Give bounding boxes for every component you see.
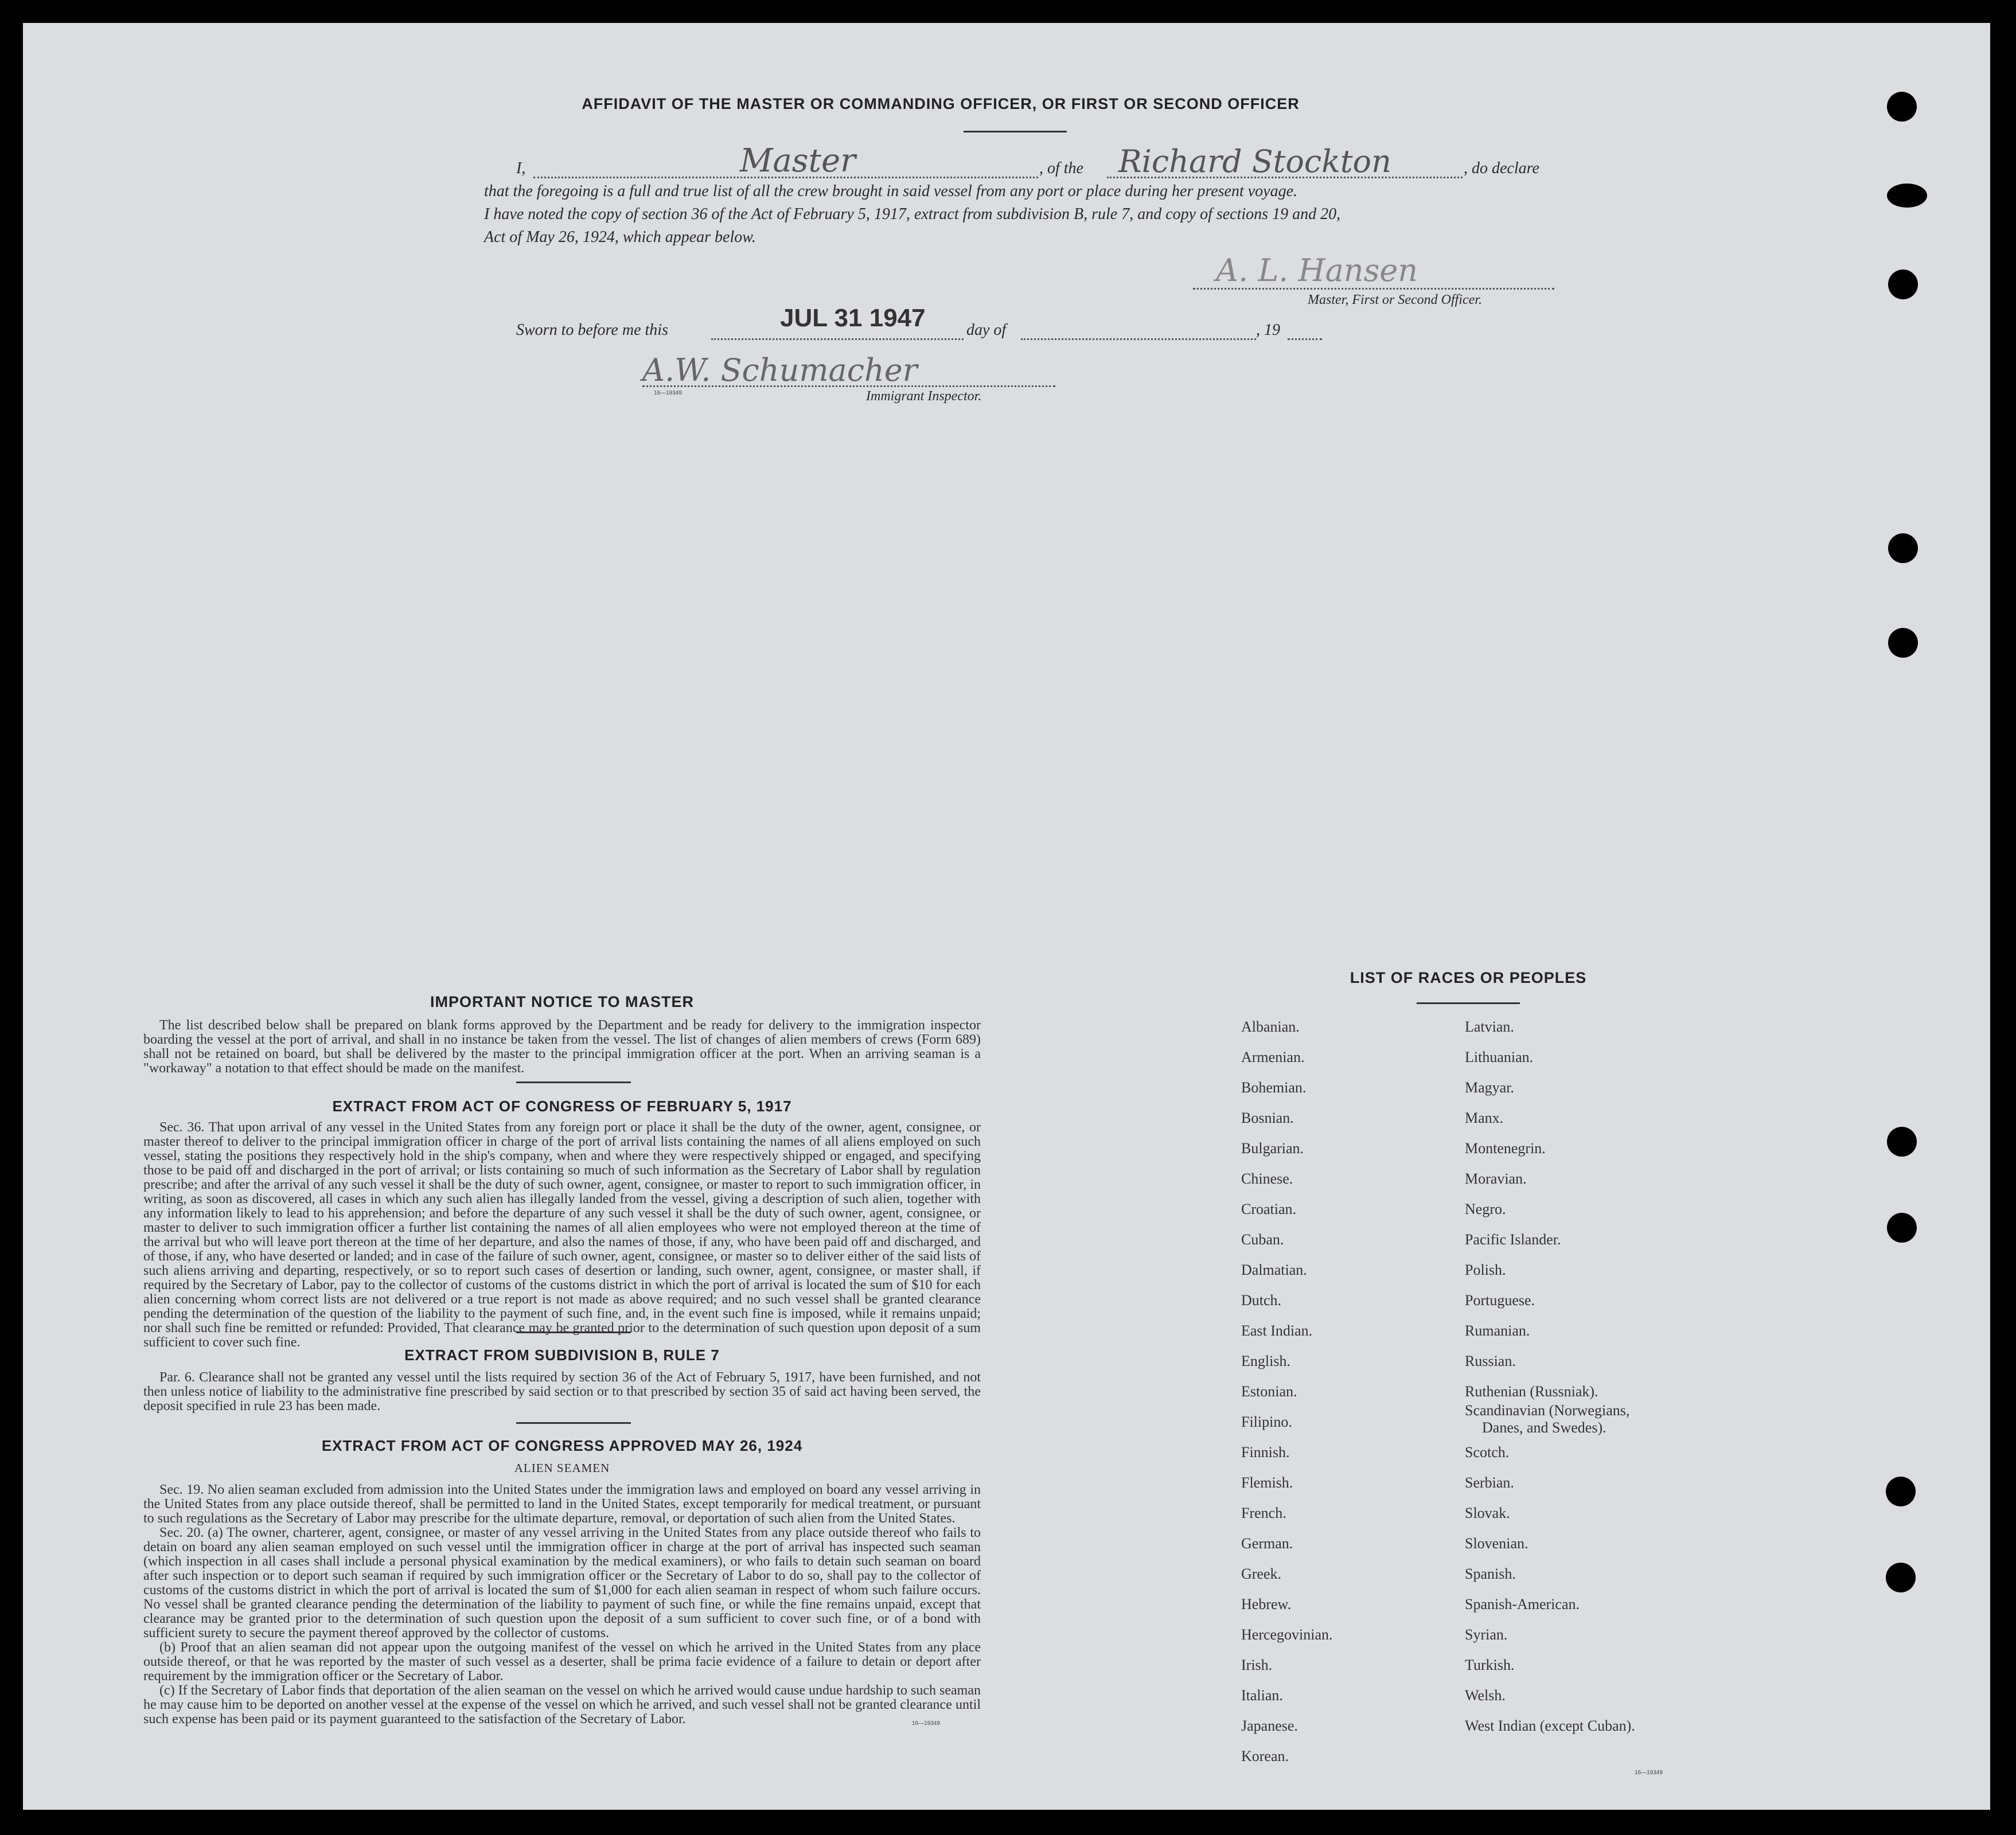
title-rule	[964, 131, 1067, 132]
races-title: LIST OF RACES OR PEOPLES	[1350, 969, 1587, 986]
affidavit-title: AFFIDAVIT OF THE MASTER OR COMMANDING OFFICER, OR FIRST OR SECOND OFFICER	[582, 95, 1300, 112]
race-item: Cuban.	[1241, 1231, 1284, 1248]
race-item: French.	[1241, 1505, 1286, 1521]
race-item: East Indian.	[1241, 1322, 1313, 1339]
race-item: Polish.	[1465, 1262, 1506, 1278]
sec-20a-paragraph: Sec. 20. (a) The owner, charterer, agent, consignee, or master of any vessel arriving in the United States from any place outside thereof who fails to detain on board any alien seaman employed on such vessel until the immigration officer in charge at the port of arrival has inspected such seaman (which inspection in all cases shall include a personal physical examination by the medical examiners), or who fails to detain such seaman on board after such inspection or to deport such seaman if required by such immigration officer or the Secretary of Labor to do so, shall pay to the collector of customs of the customs district in which the port of arrival is located the sum of $1,000 for each alien seaman in respect of whom such failure occurs. No vessel shall be granted clearance pending the determination of the liability to payment of such fine, or while the fine remains unpaid, except that clearance may be granted prior to the determination of such question upon the deposit of a sum sufficient to cover such fine, or of a bond with sufficient surety to secure the payment thereof approved by the collector of customs.	[143, 1525, 981, 1641]
race-item: Manx.	[1465, 1110, 1504, 1126]
race-item: Scandinavian (Norwegians,	[1465, 1402, 1630, 1419]
race-item: Dutch.	[1241, 1292, 1282, 1309]
race-item: Irish.	[1241, 1657, 1273, 1673]
race-item: Serbian.	[1465, 1474, 1514, 1491]
race-item: Russian.	[1465, 1353, 1516, 1369]
section-rule	[516, 1422, 631, 1424]
affidavit-line4: Act of May 26, 1924, which appear below.	[484, 228, 756, 246]
race-item: Japanese.	[1241, 1717, 1298, 1734]
race-item: Slovenian.	[1465, 1535, 1528, 1552]
punch-hole	[1887, 1127, 1917, 1157]
race-item: Estonian.	[1241, 1383, 1297, 1400]
race-item: Scotch.	[1465, 1444, 1510, 1461]
race-item: Slovak.	[1465, 1505, 1510, 1521]
par-6-paragraph: Par. 6. Clearance shall not be granted any vessel until the lists required by section 36 of the Act of February 5, 1917, have been furnished, and not then unless notice of liability to the administrative fine prescribed by said section or to that prescribed by section 35 of said act having been served, the deposit specified in rule 23 has been made.	[143, 1370, 981, 1414]
affidavit-i: I,	[516, 159, 526, 177]
sworn-label: Sworn to before me this	[516, 321, 668, 339]
race-item: Latvian.	[1465, 1018, 1514, 1035]
race-item: Montenegrin.	[1465, 1140, 1546, 1157]
punch-hole	[1887, 1213, 1917, 1243]
race-item: Dalmatian.	[1241, 1262, 1307, 1278]
form-page	[23, 23, 1990, 1810]
year-line	[1288, 338, 1322, 340]
master-signature-line	[1193, 288, 1554, 290]
race-item: Filipino.	[1241, 1414, 1292, 1430]
rule7-text	[143, 1371, 981, 1414]
race-item: Hercegovinian.	[1241, 1626, 1333, 1643]
sworn-day-line	[711, 338, 964, 340]
affidavit-line2: that the foregoing is a full and true list of all the crew brought in said vessel from any port or place during her present voyage.	[484, 182, 1298, 200]
race-item: Danes, and Swedes).	[1482, 1419, 1606, 1436]
race-item: Albanian.	[1241, 1018, 1300, 1035]
sworn-month-line	[1021, 338, 1256, 340]
punch-hole	[1887, 92, 1917, 122]
day-of-label: day of	[966, 321, 1007, 339]
punch-hole	[1888, 628, 1918, 658]
race-item: Greek.	[1241, 1565, 1282, 1582]
race-item: English.	[1241, 1353, 1290, 1369]
race-item: Bosnian.	[1241, 1110, 1294, 1126]
year-prefix: , 19	[1256, 321, 1280, 339]
extract-1917-text	[143, 1120, 981, 1350]
alien-seamen-subtitle: ALIEN SEAMEN	[514, 1461, 610, 1475]
race-item: Syrian.	[1465, 1626, 1508, 1643]
form-number: 16—19349	[912, 1720, 940, 1727]
race-item: Ruthenian (Russniak).	[1465, 1383, 1598, 1400]
inspector-signature-line	[642, 385, 1055, 387]
race-item: Turkish.	[1465, 1657, 1515, 1673]
race-item: German.	[1241, 1535, 1293, 1552]
race-item: Bulgarian.	[1241, 1140, 1304, 1157]
race-item: Moravian.	[1465, 1170, 1527, 1187]
master-signature: A. L. Hansen	[1216, 252, 1418, 288]
punch-hole	[1887, 184, 1927, 208]
extract-1917-title: EXTRACT FROM ACT OF CONGRESS OF FEBRUARY 5, 1917	[332, 1098, 792, 1115]
race-item: Flemish.	[1241, 1474, 1293, 1491]
punch-hole	[1886, 1563, 1916, 1592]
race-item: Italian.	[1241, 1687, 1283, 1704]
race-item: Armenian.	[1241, 1049, 1305, 1065]
race-item: Spanish-American.	[1465, 1596, 1580, 1613]
race-item: Negro.	[1465, 1201, 1506, 1217]
extract-1924-text	[143, 1483, 981, 1727]
race-item: Portuguese.	[1465, 1292, 1535, 1309]
race-item: Magyar.	[1465, 1079, 1514, 1096]
race-item: Hebrew.	[1241, 1596, 1292, 1613]
affidavit-line3: I have noted the copy of section 36 of the Act of February 5, 1917, extract from subdivision B, rule 7, and copy of sections 19 and 20,	[484, 205, 1341, 223]
race-item: Korean.	[1241, 1748, 1289, 1764]
affidavit-do-declare: , do declare	[1464, 159, 1539, 177]
notice-paragraph: The list described below shall be prepared on blank forms approved by the Department and be ready for delivery to the immigration inspector boarding the vessel at the port of arrival, and shall in no instance be taken from the vessel. The list of changes of alien members of crews (Form 689) shall not be retained on board, but shall be delivered by the master to the principal immigration officer at the port. When an arriving seaman is a "workaway" a notation to that effect should be made on the manifest.	[143, 1018, 981, 1076]
date-stamp: JUL 31 1947	[780, 304, 926, 332]
notice-title: IMPORTANT NOTICE TO MASTER	[430, 993, 694, 1010]
extract-1924-title: EXTRACT FROM ACT OF CONGRESS APPROVED MAY 26, 1924	[321, 1437, 803, 1454]
race-item: Spanish.	[1465, 1565, 1516, 1582]
master-caption: Master, First or Second Officer.	[1308, 292, 1482, 307]
punch-hole	[1888, 270, 1918, 299]
race-item: Bohemian.	[1241, 1079, 1307, 1096]
rank-handwriting: Master	[740, 142, 856, 179]
inspector-signature: A.W. Schumacher	[642, 352, 918, 388]
races-rule	[1417, 1002, 1520, 1004]
race-item: Rumanian.	[1465, 1322, 1530, 1339]
affidavit-of-the: , of the	[1039, 159, 1083, 177]
race-item: Chinese.	[1241, 1170, 1293, 1187]
sec-20b-paragraph: (b) Proof that an alien seaman did not appear upon the outgoing manifest of the vessel on which he arrived in the United States from any place outside thereof, or that he was reported by the master of such vessel as a deserter, shall be prima facie evidence of a failure to detain or deport after requirement by the immigration officer or the Secretary of Labor.	[143, 1640, 981, 1684]
race-item: Welsh.	[1465, 1687, 1506, 1704]
section-36-paragraph: Sec. 36. That upon arrival of any vessel in the United States from any foreign port or place it shall be the duty of the owner, agent, consignee, or master thereof to deliver to the principal immigration officer in charge of the port of arrival lists containing the names of all aliens employed on such vessel, stating the positions they respectively hold in the ship's company, when and where they were respectively shipped or engaged, and specifying those to be paid off and discharged in the port of arrival; or lists containing so much of such information as the Secretary of Labor shall by regulation prescribe; and after the arrival of any such vessel it shall be the duty of such owner, agent, consignee, or master to report to such immigration officer, in writing, as soon as discovered, all cases in which any such alien has illegally landed from the vessel, giving a description of such alien, together with any information likely to lead to his apprehension; and before the departure of any such vessel it shall be the duty of such owner, agent, consignee, or master to deliver to such immigration officer a further list containing the names of all alien employees who were not employed thereon at the time of the arrival but who will leave port thereon at the time of her departure, and also the names of those, if any, who have been paid off and discharged, and of those, if any, who have deserted or landed; and in case of the failure of such owner, agent, consignee, or master so to deliver either of the said lists of such aliens arriving and departing, respectively, or so to report such cases of desertion or landing, such owner, agent, consignee, or master shall, if required by the Secretary of Labor, pay to the collector of customs of the customs district in which the port of arrival is located the sum of $10 for each alien concerning whom correct lists are not delivered or a true report is not made as above required; and no such vessel shall be granted clearance pending the determination of the question of the liability to the payment of such fine, and, in the event such fine is imposed, while it remains unpaid; nor shall such fine be remitted or refunded: Provided, That clearance may be granted prior to the determination of such question upon deposit of a sum sufficient to cover such fine.	[143, 1120, 981, 1350]
vessel-handwriting: Richard Stockton	[1118, 143, 1391, 179]
inspector-caption: Immigrant Inspector.	[866, 389, 982, 404]
sec-19-paragraph: Sec. 19. No alien seaman excluded from admission into the United States under the immigration laws and employed on board any vessel arriving in the United States from any place outside thereof, shall be permitted to land in the United States, except temporarily for medical treatment, or pursuant to such regulations as the Secretary of Labor may prescribe for the ultimate departure, removal, or deportation of such alien from the United States.	[143, 1482, 981, 1526]
sec-20c-paragraph: (c) If the Secretary of Labor finds that deportation of the alien seaman on the vessel on which he arrived would cause undue hardship to such seaman he may cause him to be deported on another vessel at the expense of the vessel on which he arrived, and such vessel shall not be granted clearance until such expense has been paid or its payment guaranteed to the satisfaction of the Secretary of Labor.	[143, 1683, 981, 1727]
form-number: 16—19349	[654, 390, 682, 396]
section-rule	[516, 1082, 631, 1083]
race-item: Croatian.	[1241, 1201, 1297, 1217]
section-rule	[516, 1332, 631, 1333]
race-item: Pacific Islander.	[1465, 1231, 1561, 1248]
race-item: West Indian (except Cuban).	[1465, 1717, 1635, 1734]
notice-text	[143, 1018, 981, 1076]
race-item: Lithuanian.	[1465, 1049, 1534, 1065]
form-number: 16—19349	[1635, 1770, 1663, 1776]
race-item: Finnish.	[1241, 1444, 1290, 1461]
punch-hole	[1888, 533, 1918, 563]
punch-hole	[1886, 1477, 1916, 1506]
rule7-title: EXTRACT FROM SUBDIVISION B, RULE 7	[404, 1346, 720, 1364]
